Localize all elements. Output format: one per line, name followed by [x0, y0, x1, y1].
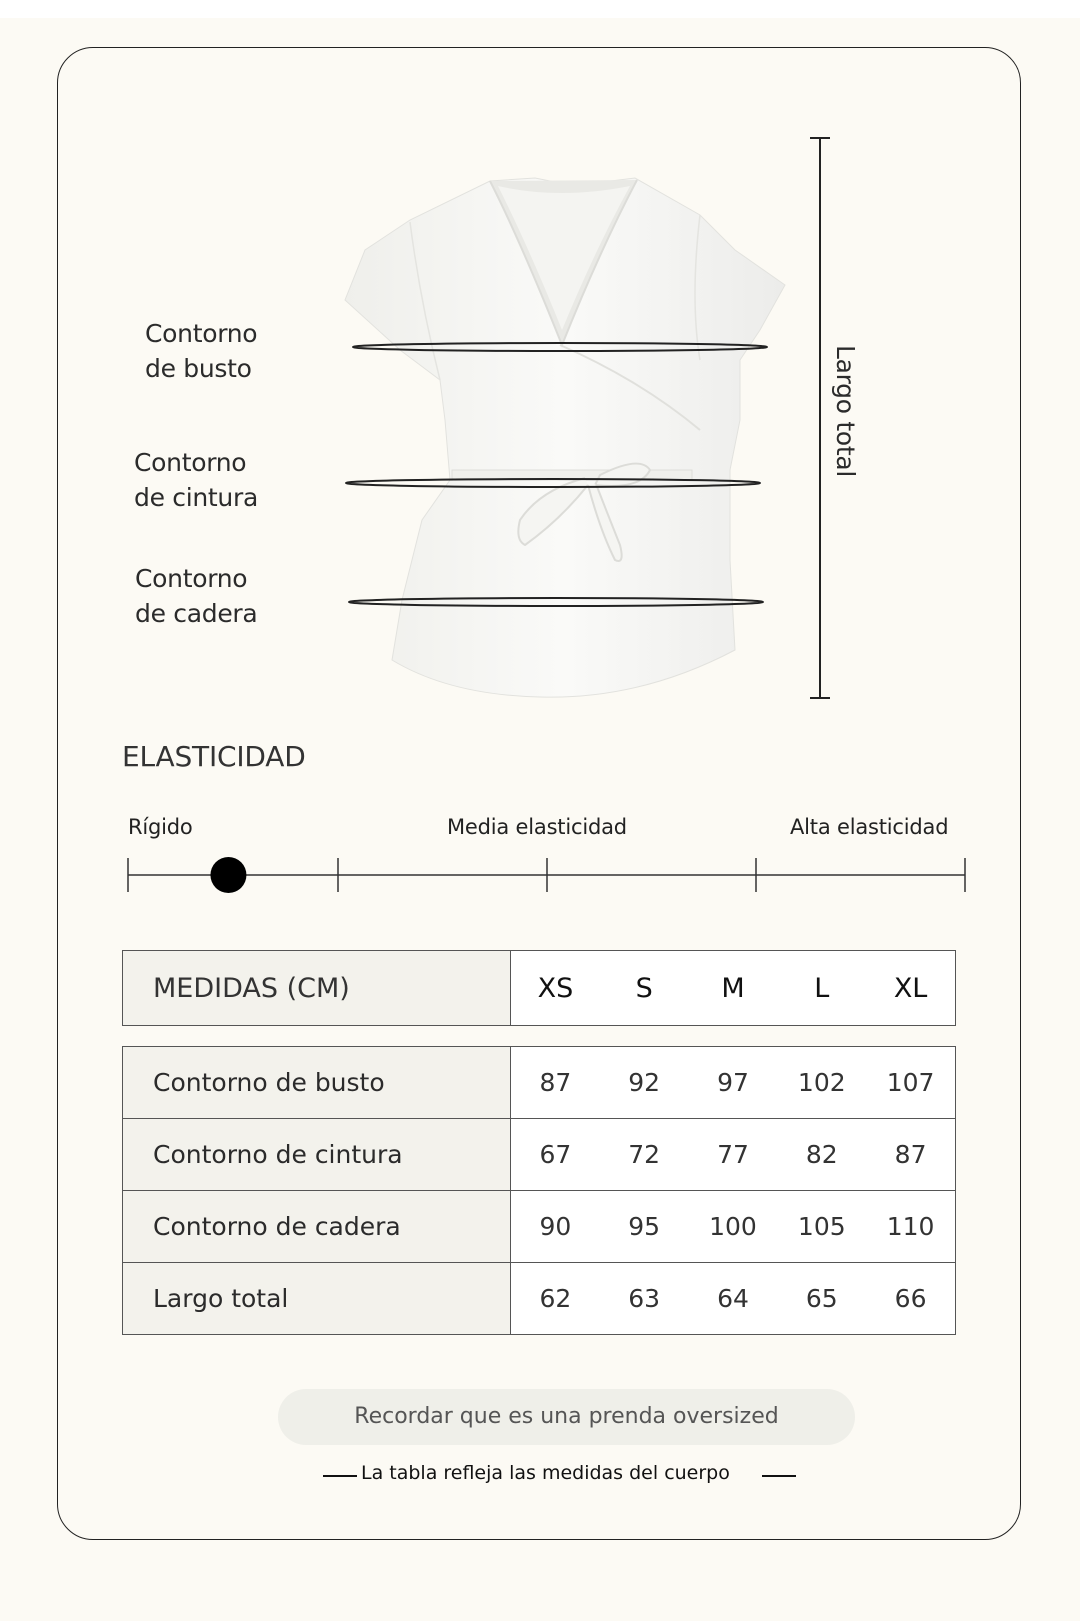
table-cell: 107: [886, 1068, 935, 1097]
table-cell: 105: [797, 1212, 846, 1241]
elasticity-scale: [120, 850, 970, 900]
hip-label-line1: Contorno: [135, 564, 248, 593]
table-cell: 64: [717, 1284, 749, 1313]
oversized-note: Recordar que es una prenda oversized: [278, 1389, 855, 1445]
note-dash-left: [323, 1475, 357, 1477]
note-dash-right: [762, 1475, 796, 1477]
table-cell: 92: [628, 1068, 661, 1097]
hip-measure-line: [349, 598, 763, 606]
waist-label-line1: Contorno: [134, 448, 247, 477]
table-cell: 90: [539, 1212, 572, 1241]
bust-measure-line: [353, 343, 767, 351]
scale-label-high: Alta elasticidad: [790, 815, 949, 839]
bust-label-line1: Contorno: [145, 319, 258, 348]
table-cell: 77: [717, 1140, 749, 1169]
scale-label-rigid: Rígido: [128, 815, 193, 839]
table-cell: 72: [628, 1140, 661, 1169]
hip-label-line2: de cadera: [135, 599, 258, 628]
table-cell: 87: [894, 1140, 927, 1169]
row-label: Contorno de busto: [123, 1047, 511, 1119]
total-length-label: Largo total: [831, 345, 860, 478]
table-cell: 97: [717, 1068, 749, 1097]
table-cell: 102: [797, 1068, 846, 1097]
size-values-table: [122, 1046, 956, 1335]
size-s: S: [635, 972, 653, 1004]
size-xs: XS: [537, 972, 574, 1004]
elasticity-title: ELASTICIDAD: [122, 740, 306, 773]
table-cell: 65: [805, 1284, 838, 1313]
table-cell: 63: [628, 1284, 661, 1313]
table-cell: 110: [886, 1212, 935, 1241]
size-xl: XL: [893, 972, 928, 1004]
row-label: Contorno de cintura: [123, 1119, 511, 1191]
table-row: [123, 1047, 956, 1119]
elasticity-marker: [210, 857, 246, 893]
table-cell: 87: [539, 1068, 572, 1097]
waist-measure-line: [346, 479, 760, 487]
table-row: [123, 1263, 956, 1335]
table-cell: 95: [628, 1212, 661, 1241]
table-row: [123, 1119, 956, 1191]
size-m: M: [721, 972, 745, 1004]
size-header-table: [122, 950, 956, 1026]
measurement-lines: [0, 0, 1080, 720]
table-row: [123, 1191, 956, 1263]
bust-label-line2: de busto: [145, 354, 252, 383]
length-measure-bar: [810, 138, 830, 698]
row-label: Largo total: [123, 1263, 511, 1335]
table-cell: 100: [709, 1212, 757, 1241]
table-cell: 82: [805, 1140, 838, 1169]
row-label: Contorno de cadera: [123, 1191, 511, 1263]
table-cell: 62: [539, 1284, 572, 1313]
table-cell: 67: [539, 1140, 572, 1169]
table-cell: 66: [894, 1284, 927, 1313]
measures-header: MEDIDAS (CM): [123, 951, 511, 1026]
size-l: L: [814, 972, 830, 1004]
scale-label-medium: Media elasticidad: [447, 815, 627, 839]
note-text: La tabla refleja las medidas del cuerpo: [361, 1462, 730, 1484]
waist-label-line2: de cintura: [134, 483, 258, 512]
sizes-header: [511, 951, 956, 1026]
